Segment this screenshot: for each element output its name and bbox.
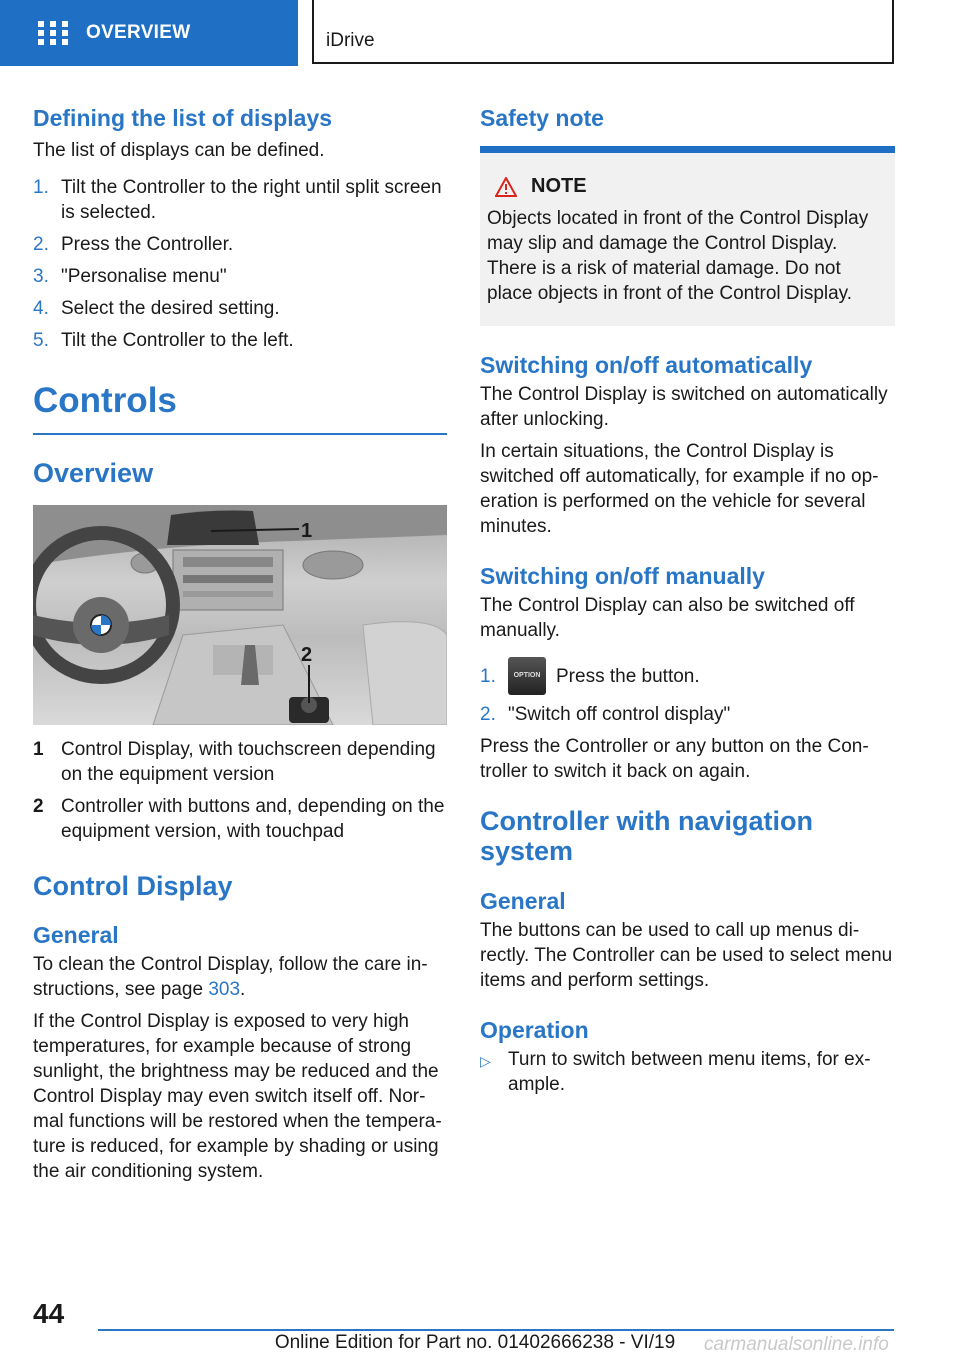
- grid-icon: [38, 21, 68, 45]
- defining-steps: [33, 175, 447, 353]
- nav-general-heading: General: [480, 888, 566, 914]
- defining-intro: The list of displays can be defined.: [33, 140, 325, 161]
- triangle-bullet-icon: ▷: [480, 1053, 491, 1069]
- control-display-heading: Control Display: [33, 871, 233, 901]
- note-label: NOTE: [531, 175, 587, 197]
- general-heading: General: [33, 922, 119, 948]
- edition-text: Online Edition for Part no. 01402666238 - VI/19: [274, 1332, 676, 1353]
- step-number: 3.: [33, 266, 49, 287]
- auto-paragraph-1: The Control Display is switched on automatically after unlocking.: [480, 384, 888, 430]
- step-text: Tilt the Controller to the left.: [61, 330, 294, 351]
- list-item: [480, 1047, 895, 1097]
- section-title: iDrive: [326, 30, 375, 51]
- overview-tab-label: OVERVIEW: [86, 22, 191, 43]
- step-text: "Switch off control display": [508, 704, 731, 725]
- list-item: [33, 794, 447, 844]
- list-item: [33, 328, 447, 353]
- figure-label-2: 2: [301, 644, 313, 666]
- left-column: [33, 100, 447, 1184]
- page-number: 44: [33, 1298, 65, 1329]
- figure-label-1: 1: [301, 520, 313, 542]
- note-header: [495, 175, 887, 198]
- callout-text: Controller with buttons and, depending on the equipment version, with touchpad: [61, 796, 445, 842]
- step-number: 1.: [33, 177, 49, 198]
- list-item: [33, 264, 447, 289]
- step-number: 2.: [480, 704, 496, 725]
- operation-heading: Operation: [480, 1017, 589, 1043]
- page-link[interactable]: 303: [208, 979, 241, 1000]
- nav-general-text: The buttons can be used to call up menus di‐rectly. The Controller can be used to select menu items and perform settings.: [480, 920, 893, 991]
- list-item: [33, 232, 447, 257]
- dashboard-drawing: [33, 505, 447, 725]
- step-number: 4.: [33, 298, 49, 319]
- nav-heading: Controller with navigation system: [480, 806, 814, 866]
- controls-heading: Controls: [33, 379, 447, 435]
- option-button-icon: OPTION: [508, 657, 546, 695]
- step-text: Press the button.: [556, 665, 700, 687]
- callout-number: 2: [33, 796, 44, 817]
- note-text: Objects located in front of the Control Display may slip and damage the Control Display. There is a risk of material damage. Do not place objects in front of the Control Display.: [487, 208, 869, 304]
- overview-heading: Overview: [33, 458, 154, 488]
- manual-paragraph-2: Press the Controller or any button on the Con‐troller to switch it back on again.: [480, 736, 869, 782]
- callout-text: Control Display, with touchscreen depending on the equipment version: [61, 739, 436, 785]
- manual-heading: Switching on/off manually: [480, 563, 765, 589]
- defining-heading: Defining the list of displays: [33, 105, 333, 131]
- step-text: Select the desired setting.: [61, 298, 280, 319]
- list-item: [480, 702, 895, 727]
- step-number: 1.: [480, 665, 496, 687]
- step-text: Press the Controller.: [61, 234, 234, 255]
- step-number: 2.: [33, 234, 49, 255]
- step-number: 5.: [33, 330, 49, 351]
- overview-tab[interactable]: [0, 0, 298, 66]
- cleaning-paragraph: [33, 952, 447, 1002]
- right-column: [480, 100, 895, 1104]
- list-item: [33, 296, 447, 321]
- watermark: carmanualsonline.info: [704, 1334, 889, 1355]
- note-box: [480, 146, 895, 326]
- section-tab: [312, 0, 894, 64]
- top-bar: [0, 0, 960, 66]
- list-item: [33, 737, 447, 787]
- operation-list: [480, 1047, 895, 1097]
- callout-list: [33, 737, 447, 844]
- list-item: [480, 657, 895, 695]
- footer-divider: [98, 1329, 894, 1331]
- cleaning-text-end: .: [240, 979, 246, 1000]
- callout-number: 1: [33, 739, 44, 760]
- step-text: "Personalise menu": [61, 266, 227, 287]
- auto-heading: Switching on/off automatically: [480, 352, 813, 378]
- auto-paragraph-2: In certain situations, the Control Display is switched off automatically, for example if no op‐eration is performed on the vehicle for several minutes.: [480, 441, 879, 537]
- manual-steps: [480, 657, 895, 727]
- dashboard-illustration: [33, 505, 447, 725]
- cleaning-text: To clean the Control Display, follow the care in‐structions, see page: [33, 954, 428, 1000]
- temperature-paragraph: If the Control Display is exposed to very high temperatures, for example because of strong sunlight, the brightness may be reduced and the Control Display may even switch itself off. Nor‐mal functions will be restored when the tempera‐ture is reduced, for example by shading or using the air conditioning system.: [33, 1011, 442, 1182]
- operation-text: Turn to switch between menu items, for ex‐ample.: [508, 1049, 871, 1095]
- list-item: [33, 175, 447, 225]
- safety-heading: Safety note: [480, 105, 604, 131]
- warning-icon: [495, 177, 517, 197]
- manual-paragraph-1: The Control Display can also be switched off manually.: [480, 595, 855, 641]
- step-text: Tilt the Controller to the right until split screen is selected.: [61, 177, 442, 223]
